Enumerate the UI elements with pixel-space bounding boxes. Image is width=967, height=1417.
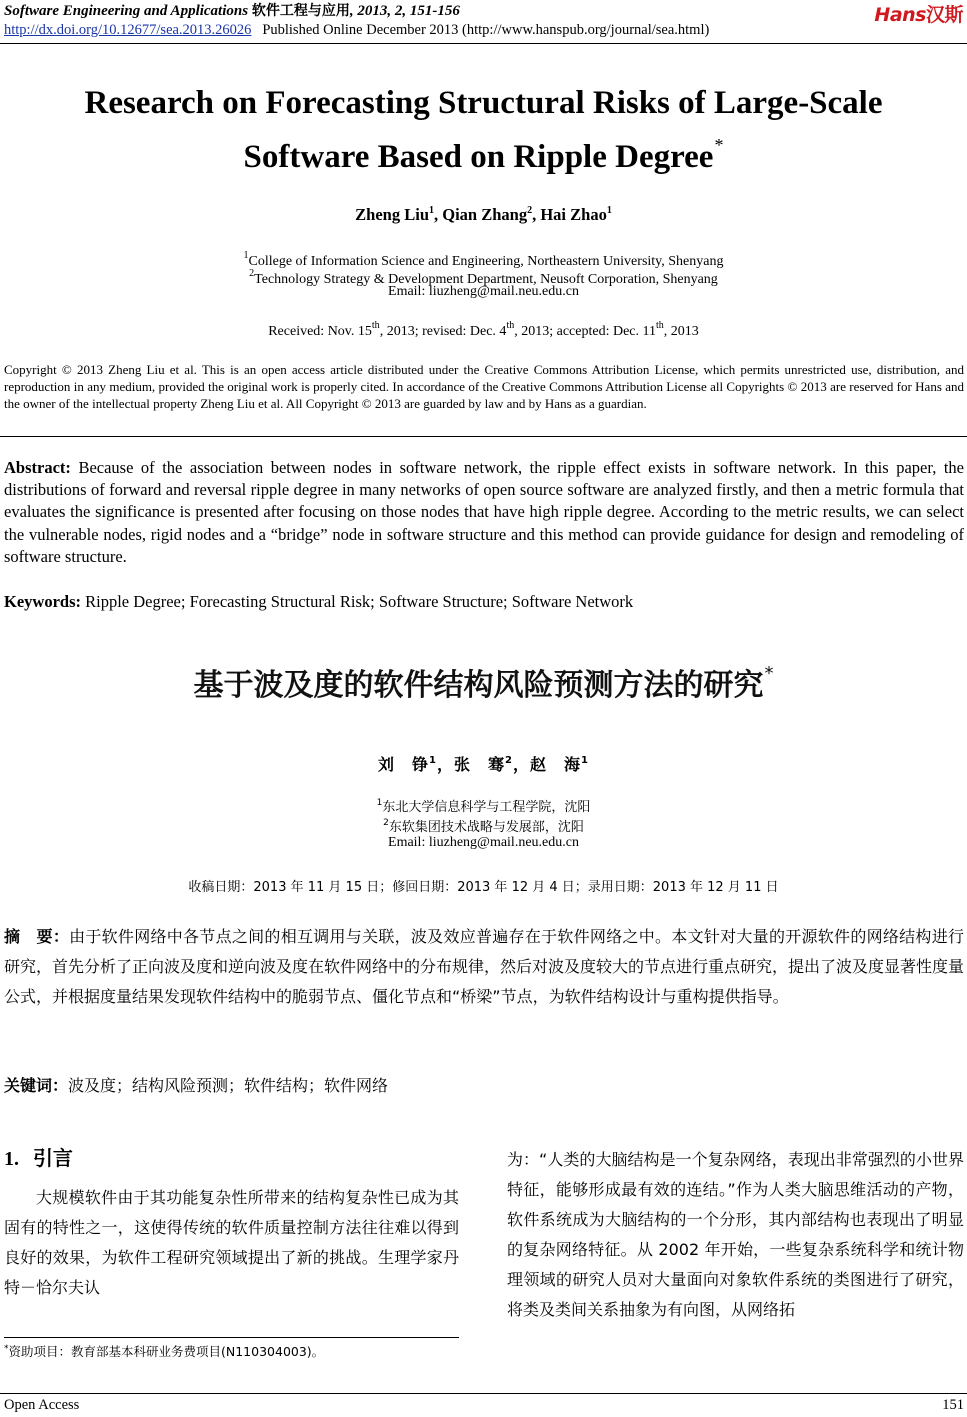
journal-line (4, 2, 964, 20)
title-footnote-mark: * (714, 135, 724, 155)
received-dates-en: Received: Nov. 15th, 2013; revised: Dec. 4th, 2013; accepted: Dec. 11th, 2013 (268, 320, 699, 339)
author-name-cn: 刘 铮 (378, 755, 430, 774)
intro-paragraph-left: 大规模软件由于其功能复杂性所带来的结构复杂性已成为其固有的特性之一，这使得传统的软件质量控制方法往往难以得到良好的效果，为软件工程研究领域提出了新的挑战。生理学家丹特－恰尔夫认 (4, 1188, 459, 1297)
section-heading: 1. 引言 (4, 1146, 73, 1170)
abstract-text: Because of the association between nodes in software network, the ripple effect exists in software network. In this paper, the distributions of forward and reversal ripple degree in many networks of open source software are analyzed firstly, and then a metric formula that evaluates the significance is presented after focusing on those nodes that have high ripple degree. According to the metric results, we can select the vulnerable nodes, rigid nodes and a “bridge” node in software structure and this method can provide guidance for design and remodeling of software structure. (4, 458, 964, 566)
email-cn: Email: liuzheng@mail.neu.edu.cn (388, 835, 579, 850)
abstract-label: Abstract: (4, 458, 71, 477)
journal-name-en: Software Engineering and Applications (4, 3, 249, 19)
keywords-en (4, 592, 964, 612)
keywords-text: Ripple Degree; Forecasting Structural Risk; Software Structure; Software Network (85, 592, 634, 611)
keywords-label: Keywords: (4, 592, 81, 611)
doi-line (4, 21, 964, 39)
paper-title-cn: 基于波及度的软件结构风险预测方法的研究* (193, 663, 774, 703)
abstract-cn-label: 摘 要： (4, 927, 70, 946)
author-name: Zheng Liu (355, 205, 429, 224)
footnote-rule (4, 1337, 459, 1338)
hans-logo: Hans汉斯 (874, 4, 963, 26)
copyright-notice: Copyright © 2013 Zheng Liu et al. This is an open access article distributed under the Creative Commons Attribution License, which permits unrestricted use, distribution, and reproduction in any medium, provided the original work is properly cited. In accordance of the Creative Commons Attribution License all Copyrights © 2013 are reserved for Hans and the owner of the intellectual property Zheng Liu et al. All Copyright © 2013 are guarded by law and by Hans as a guardian. (4, 362, 964, 412)
authors-en: Zheng Liu$^1$, Qian Zhang$^2$, Hai Zhao$^1$ (355, 205, 612, 224)
title-cn-footnote-mark: * (764, 663, 774, 684)
keywords-cn-text: 波及度；结构风险预测；软件结构；软件网络 (68, 1076, 389, 1095)
author-name-cn: 张 骞 (454, 755, 506, 774)
author-name-cn: 赵 海 (530, 755, 582, 774)
footnote: *资助项目：教育部基本科研业务费项目(N110304003)。 (4, 1344, 325, 1359)
abstract-cn-text: 由于软件网络中各节点之间的相互调用与关联，波及效应普遍存在于软件网络之中。本文针对大量的开源软件的网络结构进行研究，首先分析了正向波及度和逆向波及度在软件网络中的分布规律，然后对波及度较大的节点进行重点研究，提出了波及度显著性度量公式，并根据度量结果发现软件结构中的脆弱节点、僵化节点和“桥梁”节点，为软件结构设计与重构提供指导。 (4, 927, 965, 1006)
page-footer (4, 1397, 964, 1414)
paper-title-en: Research on Forecasting Structural Risks of Large-Scale Software Based on Ripple Degree* (84, 85, 883, 175)
affiliation-1-cn: $^1$东北大学信息科学与工程学院，沈阳 (376, 798, 591, 815)
abstract-en (4, 457, 964, 568)
email-en: Email: liuzheng@mail.neu.edu.cn (388, 284, 579, 299)
copyright-rule (0, 436, 967, 437)
abstract-cn (4, 922, 964, 1012)
intro-paragraph-right: 为：“人类的大脑结构是一个复杂网络，表现出非常强烈的小世界特征，能够形成最有效的连结。”作为人类大脑思维活动的产物，软件系统成为大脑结构的一个分形，其内部结构也表现出了明显的复杂网络特征。从 2002 年开始，一些复杂系统科学和统计物理领域的研究人员对大量面向对象软件系统的类图进行了研究，将类及类间关系抽象为有向图，从网络拓 (507, 1150, 964, 1319)
volume-info: , 2013, 2, 151-156 (349, 3, 460, 19)
body-column-left (4, 1142, 459, 1303)
keywords-cn-label: 关键词： (4, 1076, 69, 1095)
affiliation-2-cn: $^2$东软集团技术战略与发展部，沈阳 (383, 818, 584, 835)
affiliation-1-en: $^1$College of Information Science and Engineering, Northeastern University, Shenyang (243, 250, 724, 269)
running-header (4, 2, 964, 39)
published-info: Published Online December 2013 (http://www.hanspub.org/journal/sea.html) (262, 22, 710, 38)
doi-link[interactable]: http://dx.doi.org/10.12677/sea.2013.26026 (4, 22, 252, 38)
received-dates-cn: 收稿日期：2013 年 11 月 15 日；修回日期：2013 年 12 月 4 日；录用日期：2013 年 12 月 11 日 (188, 880, 779, 895)
author-name: Qian Zhang (442, 205, 528, 224)
page-number: 151 (942, 1397, 964, 1413)
header-rule (0, 43, 967, 44)
open-access-label: Open Access (4, 1397, 80, 1413)
author-name: Hai Zhao (540, 205, 607, 224)
body-column-right (507, 1145, 964, 1325)
journal-name-cn: 软件工程与应用 (251, 3, 350, 19)
keywords-cn (4, 1073, 964, 1096)
authors-cn: 刘 铮$^1$，张 骞$^2$，赵 海$^1$ (378, 755, 589, 774)
affiliation-2-en: $^2$Technology Strategy & Development Department, Neusoft Corporation, Shenyang (249, 268, 718, 287)
footer-rule (0, 1393, 967, 1394)
